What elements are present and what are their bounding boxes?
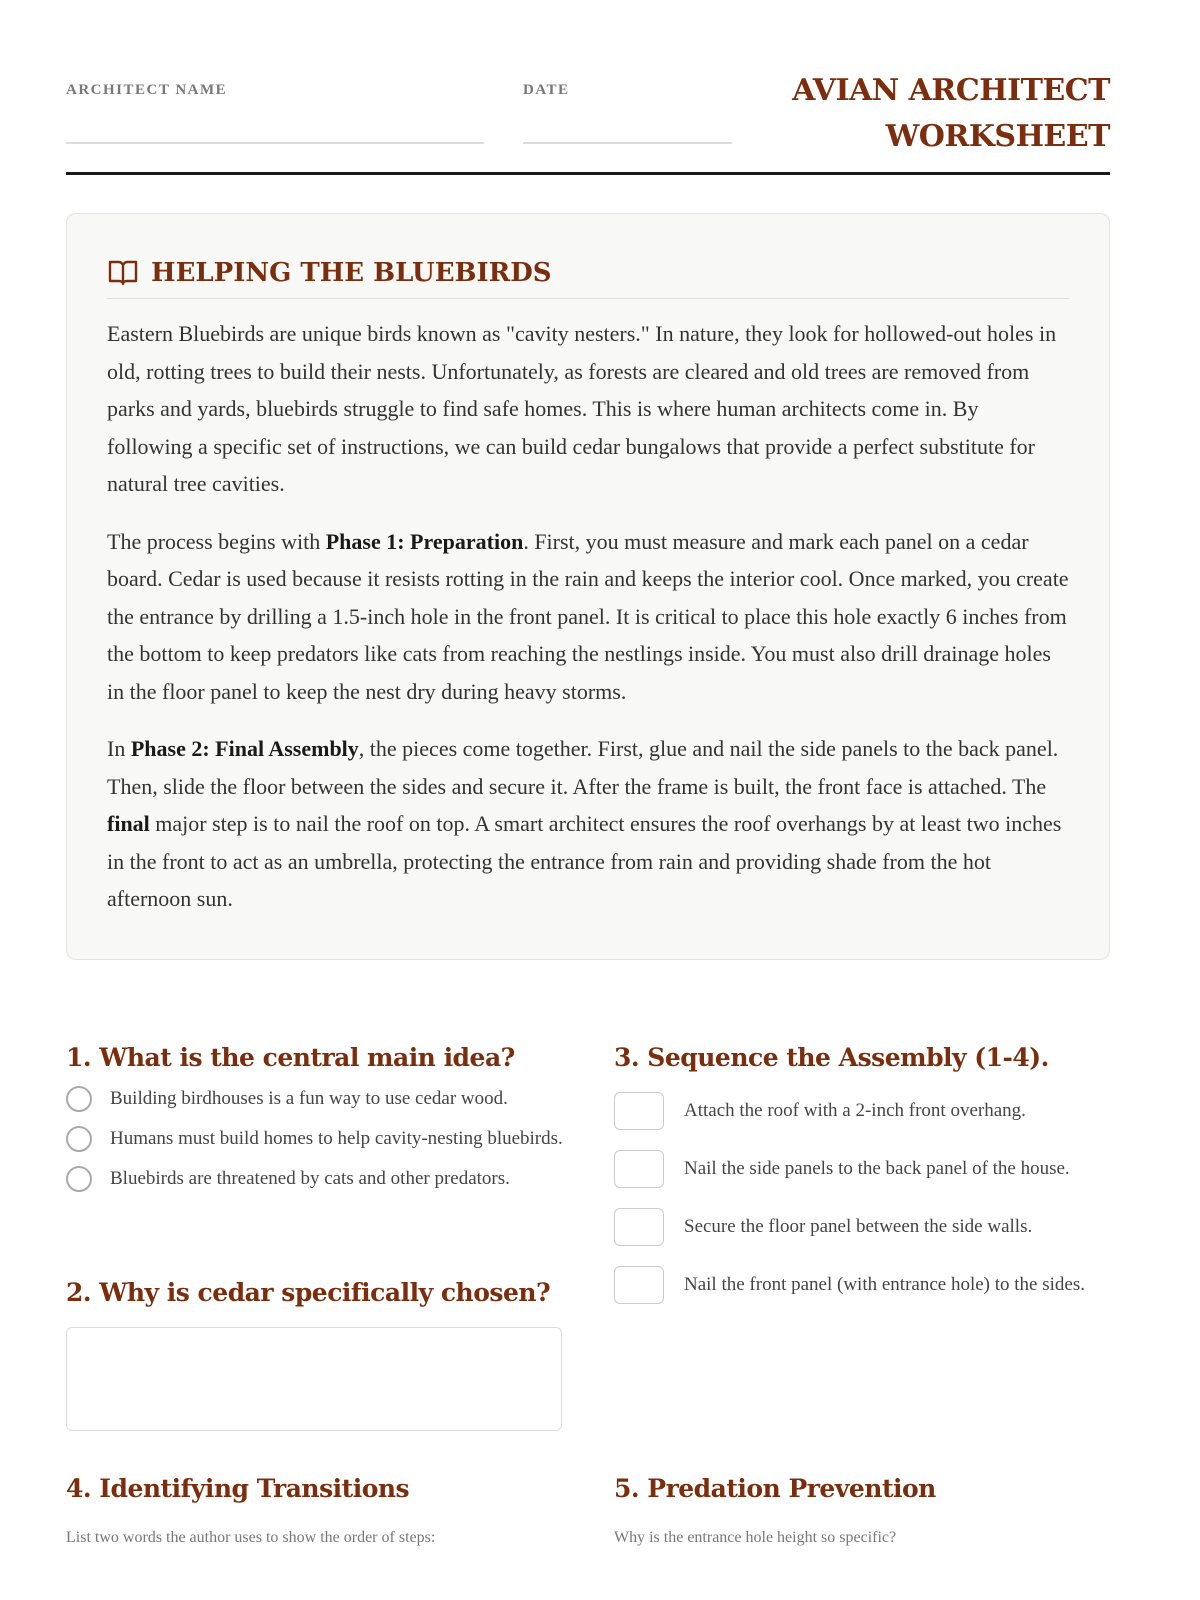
sequence-number-input[interactable] [614, 1266, 664, 1304]
cedar-answer-box[interactable] [66, 1327, 562, 1431]
date-label: DATE [523, 82, 570, 98]
phase-1-label: Phase 1: Preparation [325, 528, 524, 554]
sequence-label: Nail the side panels to the back panel of the house. [684, 1158, 1070, 1179]
option-3[interactable] [66, 1166, 566, 1192]
passage-heading [107, 258, 1069, 299]
radio-button[interactable] [66, 1166, 92, 1192]
title-line-2: WORKSHEET [885, 119, 1110, 154]
question-5-prompt: Why is the entrance hole height so specific? [614, 1529, 897, 1546]
phase-2-label: Phase 2: Final Assembly [130, 736, 359, 761]
text: . First, you must measure and mark each panel on a cedar board. Cedar is used because it resists rotting in the rain and keeps the interior cool. Once marked, you create the entrance by drilling a 1.5-inch hole in the front panel. It is critical to place this hole exactly 6 inches from the bottom to keep predators like cats from reaching the nestlings inside. You must also drill drainage holes in the floor panel to keep the nest dry during heavy storms. [107, 528, 1069, 704]
sequence-item [614, 1266, 1104, 1304]
worksheet-title [792, 68, 1110, 160]
option-2[interactable] [66, 1126, 566, 1152]
question-4-title: 4. Identifying Transitions [66, 1474, 410, 1503]
sequence-item [614, 1208, 1104, 1246]
date-line[interactable] [523, 142, 732, 144]
passage-paragraph-2 [107, 523, 1069, 711]
passage-paragraph-1: Eastern Bluebirds are unique birds known as "cavity nesters." In nature, they look for hollowed-out holes in old, rotting trees to build their nests. Unfortunately, as forests are cleared and old trees are removed from parks and yards, bluebirds struggle to find safe homes. This is where human architects come in. By following a specific set of instructions, we can build cedar bungalows that provide a perfect substitute for natural tree cavities. [107, 321, 1057, 496]
question-4-prompt: List two words the author uses to show the order of steps: [66, 1529, 436, 1546]
question-2 [66, 1278, 566, 1431]
option-label: Humans must build homes to help cavity-nesting bluebirds. [110, 1128, 563, 1149]
question-5 [614, 1474, 1104, 1547]
worksheet-header [66, 60, 1110, 175]
text: In [107, 736, 131, 761]
architect-name-label: ARCHITECT NAME [66, 82, 228, 98]
question-4 [66, 1474, 566, 1547]
radio-button[interactable] [66, 1086, 92, 1112]
question-5-title: 5. Predation Prevention [614, 1474, 936, 1503]
sequence-number-input[interactable] [614, 1092, 664, 1130]
sequence-item [614, 1092, 1104, 1130]
text: , the pieces come together. First, glue and nail the side panels to the back panel. Then, slide the floor between the sides and secure it. After the frame is built, the front face is attached. The [107, 736, 1059, 799]
architect-name-field[interactable] [66, 82, 227, 99]
title-line-1: AVIAN ARCHITECT [792, 73, 1110, 108]
passage-paragraph-3 [107, 730, 1069, 918]
question-3-title: 3. Sequence the Assembly (1-4). [614, 1043, 1049, 1072]
question-2-title: 2. Why is cedar specifically chosen? [66, 1278, 551, 1307]
date-field[interactable] [523, 82, 570, 99]
text: The process begins with [107, 528, 326, 554]
question-3 [614, 1043, 1104, 1304]
option-label: Building birdhouses is a fun way to use cedar wood. [110, 1088, 508, 1109]
sequence-number-input[interactable] [614, 1150, 664, 1188]
option-1[interactable] [66, 1086, 566, 1112]
sequence-number-input[interactable] [614, 1208, 664, 1246]
sequence-label: Attach the roof with a 2-inch front overhang. [684, 1100, 1026, 1121]
radio-button[interactable] [66, 1126, 92, 1152]
option-label: Bluebirds are threatened by cats and other predators. [110, 1168, 510, 1189]
question-1-title: 1. What is the central main idea? [66, 1043, 515, 1072]
passage-heading-text: HELPING THE BLUEBIRDS [151, 258, 552, 288]
sequence-label: Nail the front panel (with entrance hole) to the sides. [684, 1274, 1085, 1295]
book-open-icon [107, 259, 139, 287]
sequence-item [614, 1150, 1104, 1188]
question-1 [66, 1043, 566, 1192]
final-word: final [107, 811, 150, 836]
architect-name-line[interactable] [66, 142, 484, 144]
sequence-label: Secure the floor panel between the side walls. [684, 1216, 1033, 1237]
text: major step is to nail the roof on top. A smart architect ensures the roof overhangs by at least two inches in the front to act as an umbrella, protecting the entrance from rain and providing shade from the hot afternoon sun. [107, 811, 1062, 911]
reading-passage [66, 213, 1110, 960]
